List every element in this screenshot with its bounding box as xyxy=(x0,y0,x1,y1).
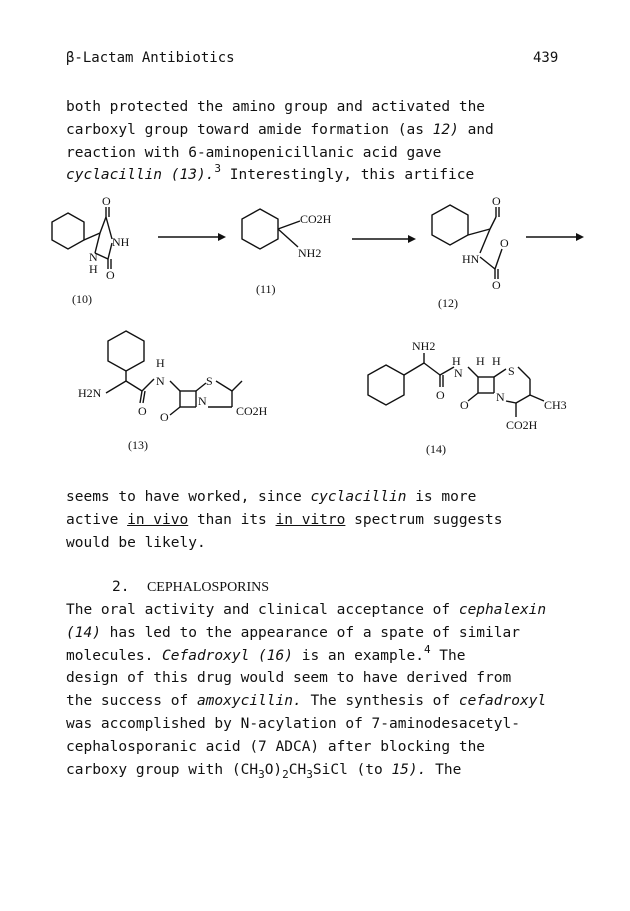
running-header-title: β-Lactam Antibiotics xyxy=(66,50,235,66)
svg-text:NH2: NH2 xyxy=(412,339,436,353)
text-line: (14) has led to the appearance of a spate of similar xyxy=(66,624,520,641)
section-heading xyxy=(112,576,630,599)
reaction-scheme xyxy=(40,195,600,465)
svg-text:O: O xyxy=(102,195,111,208)
svg-text:N: N xyxy=(198,394,207,408)
svg-text:N: N xyxy=(89,250,98,264)
compound-label-10: (10) xyxy=(72,292,92,306)
svg-text:N: N xyxy=(496,390,505,404)
svg-text:O: O xyxy=(106,268,115,282)
cyclohexane-ring xyxy=(52,213,84,249)
section-title: CEPHALOSPORINS xyxy=(146,580,270,595)
svg-text:O: O xyxy=(492,195,501,208)
svg-text:NH: NH xyxy=(112,235,130,249)
text-line: carboxyl group toward amide formation (as 12) and xyxy=(66,121,494,138)
svg-text:O: O xyxy=(460,398,469,412)
svg-text:HN: HN xyxy=(462,252,480,266)
svg-text:N: N xyxy=(156,374,165,388)
svg-text:H: H xyxy=(89,262,98,276)
arrowhead xyxy=(576,233,584,241)
page-number: 439 xyxy=(533,50,559,66)
svg-text:S: S xyxy=(508,364,515,378)
svg-text:H: H xyxy=(156,356,165,370)
text-line: The oral activity and clinical acceptance of cephalexin xyxy=(66,602,547,618)
text-line: carboxy group with $(CH_3O)_2CH_3SiCl$ (to 15). The xyxy=(66,761,462,781)
compound-label-13: (13) xyxy=(128,438,148,452)
compound-label-11: (11) xyxy=(256,282,276,296)
text-line: design of this drug would seem to have derived from xyxy=(66,670,512,687)
svg-text:O: O xyxy=(492,278,501,292)
cyclohexane-ring xyxy=(108,331,144,371)
svg-text:NH2: NH2 xyxy=(298,246,322,260)
svg-text:O: O xyxy=(160,410,169,424)
text-line: the success of amoxycillin. The synthesis of cefadroxyl xyxy=(66,693,547,710)
svg-text:N: N xyxy=(454,366,463,380)
benzene-ring xyxy=(368,365,404,405)
svg-text:H: H xyxy=(492,354,501,368)
text-line: would be likely. xyxy=(66,534,206,551)
paragraph-3 xyxy=(66,599,586,781)
arrowhead xyxy=(408,235,416,243)
svg-text:O: O xyxy=(436,388,445,402)
svg-text:O: O xyxy=(138,404,147,418)
text-line: cephalosporanic acid (7 ADCA) after blocking the xyxy=(66,738,486,755)
svg-text:H: H xyxy=(476,354,485,368)
svg-text:CH3: CH3 xyxy=(544,398,567,412)
svg-text:CO2H: CO2H xyxy=(506,418,538,432)
text-line: cyclacillin (13).$^3$ Interestingly, this artifice xyxy=(66,162,475,184)
compound-label-12: (12) xyxy=(438,296,458,310)
text-line: seems to have worked, since cyclacillin is more xyxy=(66,489,477,505)
svg-text:S: S xyxy=(206,374,213,388)
paragraph-2 xyxy=(66,486,586,554)
svg-text:H2N: H2N xyxy=(78,386,102,400)
cyclohexane-ring xyxy=(432,205,468,245)
section-number: 2. xyxy=(112,579,130,595)
text-line: both protected the amino group and activated the xyxy=(66,99,486,115)
svg-text:H: H xyxy=(452,354,461,368)
text-line: molecules. Cefadroxyl (16) is an example.$^4$ The xyxy=(66,642,466,664)
text-line: was accomplished by N-acylation of 7-aminodesacetyl- xyxy=(66,715,520,732)
svg-text:CO2H: CO2H xyxy=(300,212,332,226)
cyclohexane-ring xyxy=(242,209,278,249)
text-line: reaction with 6-aminopenicillanic acid gave xyxy=(66,144,442,161)
paragraph-1 xyxy=(66,96,586,187)
svg-text:O: O xyxy=(500,236,509,250)
compound-label-14: (14) xyxy=(426,442,446,456)
svg-text:CO2H: CO2H xyxy=(236,404,268,418)
arrowhead xyxy=(218,233,226,241)
text-line: active in vivo than its in vitro spectrum suggests xyxy=(66,511,503,528)
